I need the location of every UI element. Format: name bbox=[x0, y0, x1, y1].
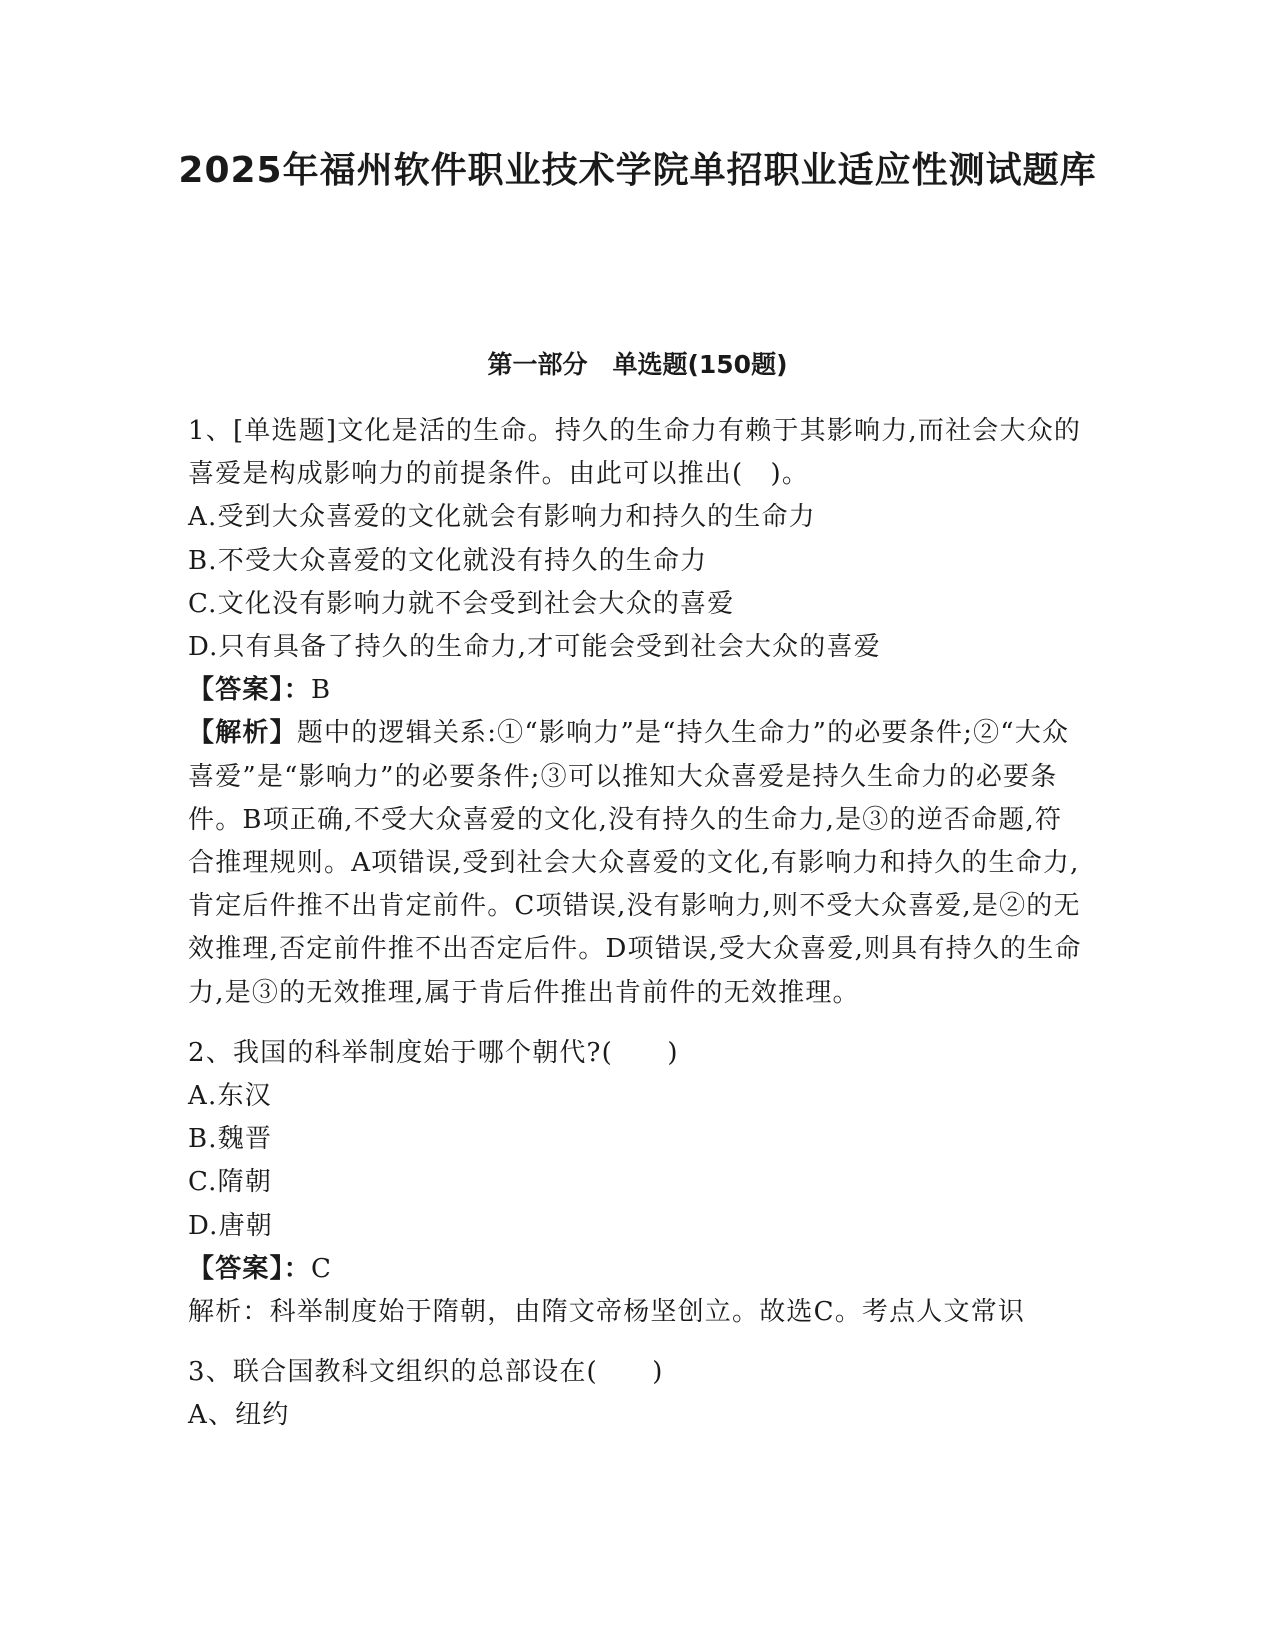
question-3-stem: 3、联合国教科文组织的总部设在( ) bbox=[188, 1357, 664, 1388]
question-1-option-c: C.文化没有影响力就不会受到社会大众的喜爱 bbox=[188, 588, 735, 619]
question-1-option-b: B.不受大众喜爱的文化就没有持久的生命力 bbox=[188, 545, 708, 576]
question-list bbox=[188, 410, 1086, 1455]
question-2 bbox=[188, 1032, 1086, 1334]
question-1-analysis bbox=[188, 712, 1086, 1014]
question-2-analysis bbox=[188, 1291, 1086, 1334]
question-2-analysis-text: 科举制度始于隋朝，由隋文帝杨坚创立。故选C。考点人文常识 bbox=[269, 1297, 1026, 1328]
question-1-option-a: A.受到大众喜爱的文化就会有影响力和持久的生命力 bbox=[188, 502, 816, 533]
question-2-option-c: C.隋朝 bbox=[188, 1167, 273, 1198]
question-2-option-b: B.魏晋 bbox=[188, 1124, 273, 1155]
question-2-option-d: D.唐朝 bbox=[188, 1210, 273, 1241]
section-heading: 第一部分 单选题(150题) bbox=[487, 350, 788, 379]
question-3-option-a: A、纽约 bbox=[188, 1400, 290, 1431]
question-2-answer-label: 【答案】： bbox=[188, 1253, 312, 1284]
question-2-stem: 2、我国的科举制度始于哪个朝代?( ) bbox=[188, 1037, 679, 1068]
question-2-answer-value: C bbox=[311, 1253, 333, 1284]
question-3 bbox=[188, 1351, 1086, 1437]
question-1-stem: 1、[单选题]文化是活的生命。持久的生命力有赖于其影响力,而社会大众的喜爱是构成影响力的前提条件。由此可以推出( )。 bbox=[188, 416, 1082, 490]
document-title: 2025年福州软件职业技术学院单招职业适应性测试题库 bbox=[178, 150, 1097, 191]
question-1-answer-label: 【答案】： bbox=[188, 675, 312, 706]
question-2-analysis-label: 解析： bbox=[188, 1297, 270, 1328]
question-1-option-d: D.只有具备了持久的生命力,才可能会受到社会大众的喜爱 bbox=[188, 632, 881, 663]
question-1-answer-value: B bbox=[311, 675, 332, 706]
question-2-answer bbox=[188, 1248, 1086, 1291]
question-1 bbox=[188, 410, 1086, 1015]
question-1-analysis-text: 题中的逻辑关系:①“影响力”是“持久生命力”的必要条件;②“大众喜爱”是“影响力”的必要条件;③可以推知大众喜爱是持久生命力的必要条件。B项正确,不受大众喜爱的文化,没有持久的生命力,是③的逆否命题,符合推理规则。A项错误,受到社会大众喜爱的文化,有影响力和持久的生命力,肯定后件推不出肯定前件。C项错误,没有影响力,则不受大众喜爱,是②的无效推理,否定前件推不出否定后件。D项错误,受大众喜爱,则具有持久的生命力,是③的无效推理,属于肯后件推出肯前件的无效推理。 bbox=[188, 718, 1082, 1008]
question-2-option-a: A.东汉 bbox=[188, 1081, 272, 1112]
question-1-answer bbox=[188, 669, 1086, 712]
question-1-analysis-label: 【解析】 bbox=[188, 718, 297, 749]
